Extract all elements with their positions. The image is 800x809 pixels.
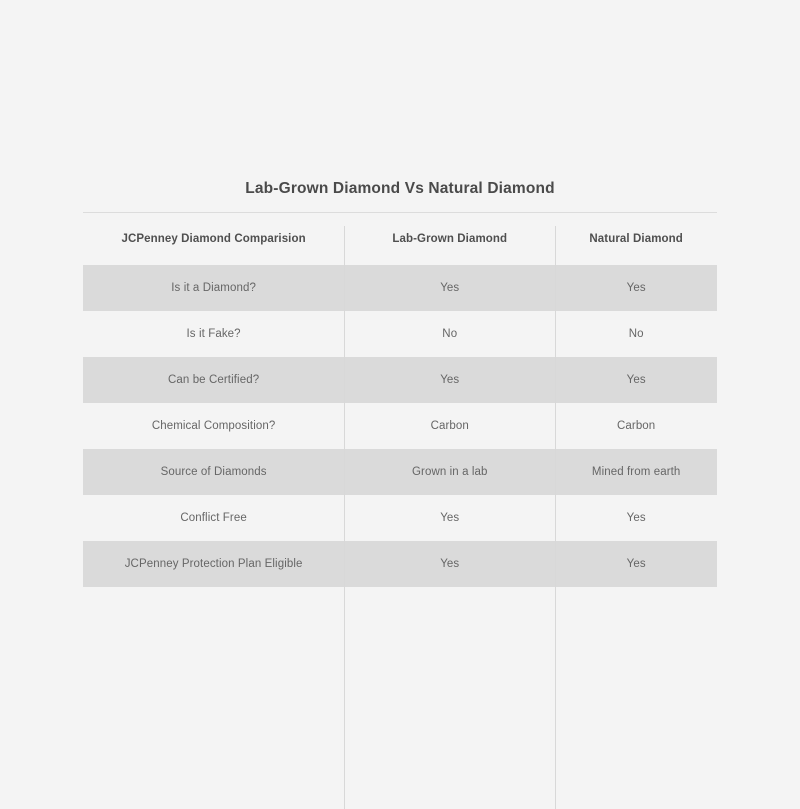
row-value-natural: Carbon: [616, 420, 656, 432]
row-label: Is it Fake?: [186, 328, 241, 340]
row-label: Can be Certified?: [83, 357, 344, 403]
column-divider-1: [344, 226, 345, 809]
row-label: Chemical Composition?: [151, 420, 276, 432]
row-label: Is it a Diamond?: [83, 265, 344, 311]
row-label: Source of Diamonds: [83, 449, 344, 495]
table-row: [83, 541, 717, 587]
column-header-natural: Natural Diamond: [589, 233, 683, 245]
comparison-table-container: [83, 180, 717, 587]
column-header-feature: JCPenney Diamond Comparision: [121, 233, 306, 245]
table-row: [83, 311, 717, 357]
table-row: [83, 265, 717, 311]
row-value-natural: Yes: [555, 265, 717, 311]
row-value-lab-grown: Yes: [440, 512, 460, 524]
row-value-lab-grown: Yes: [344, 541, 555, 587]
row-value-natural: No: [628, 328, 644, 340]
table-row: [83, 403, 717, 449]
row-value-natural: Yes: [555, 541, 717, 587]
table-row: [83, 357, 717, 403]
column-header-lab-grown: Lab-Grown Diamond: [392, 233, 508, 245]
table-header: [83, 213, 717, 265]
row-value-lab-grown: No: [442, 328, 458, 340]
table-row: [83, 495, 717, 541]
row-value-lab-grown: Yes: [344, 357, 555, 403]
row-value-natural: Yes: [555, 357, 717, 403]
row-value-lab-grown: Yes: [344, 265, 555, 311]
table-row: [83, 449, 717, 495]
page-title: Lab-Grown Diamond Vs Natural Diamond: [83, 180, 717, 213]
row-label: JCPenney Protection Plan Eligible: [83, 541, 344, 587]
table-header-row: [83, 213, 717, 265]
table-body: [83, 265, 717, 587]
row-value-natural: Mined from earth: [555, 449, 717, 495]
row-value-natural: Yes: [626, 512, 646, 524]
diamond-comparison-table: [83, 213, 717, 587]
row-value-lab-grown: Grown in a lab: [344, 449, 555, 495]
column-divider-2: [555, 226, 556, 809]
row-label: Conflict Free: [180, 512, 247, 524]
row-value-lab-grown: Carbon: [430, 420, 469, 432]
